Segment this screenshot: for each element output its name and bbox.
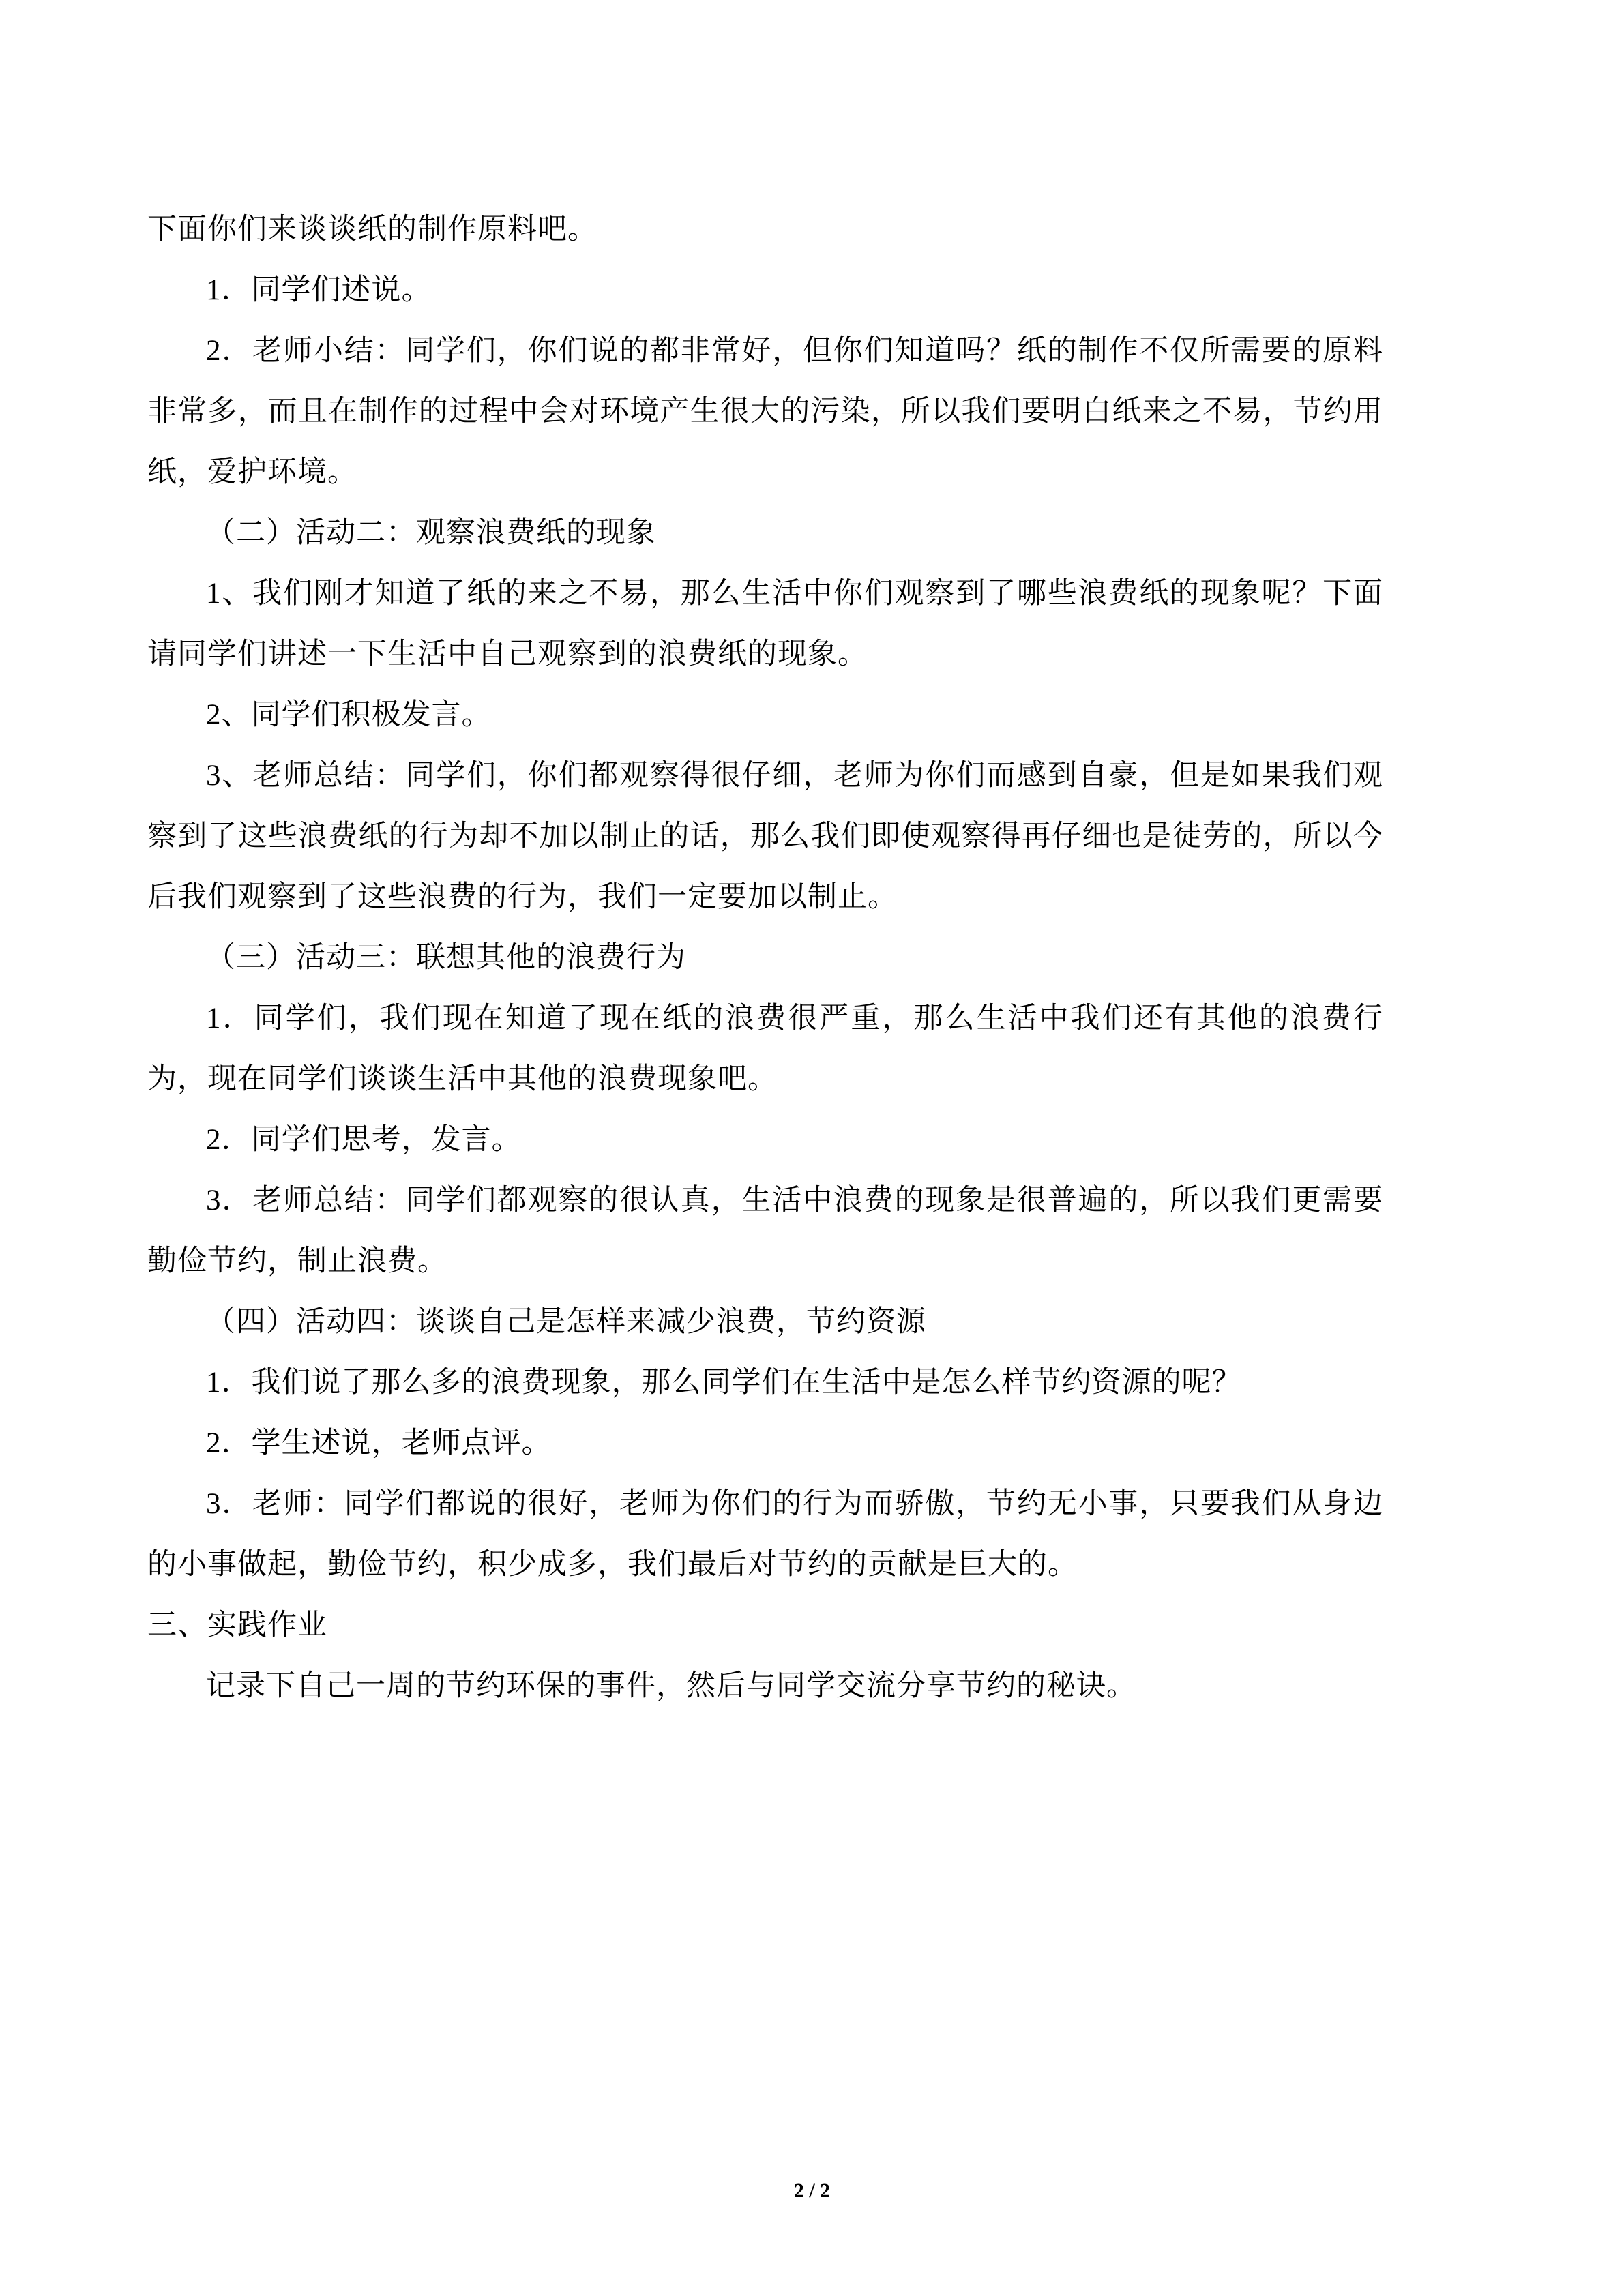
paragraph: 1．我们说了那么多的浪费现象，那么同学们在生活中是怎么样节约资源的呢？ [206, 1367, 1242, 1399]
paragraph: 三、实践作业 [147, 1609, 327, 1641]
page-number: 2 / 2 [793, 2179, 831, 2202]
paragraph: 下面你们来谈谈纸的制作原料吧。 [147, 213, 597, 245]
paragraph: 3．老师：同学们都说的很好，老师为你们的行为而骄傲，节约无小事，只要我们从身边的小事做起，勤俭节约，积少成多，我们最后对节约的贡献是巨大的。 [147, 1488, 1383, 1581]
document-body [147, 199, 1383, 1716]
paragraph: 2．老师小结：同学们，你们说的都非常好，但你们知道吗？纸的制作不仅所需要的原料非常多，而且在制作的过程中会对环境产生很大的污染，所以我们要明白纸来之不易，节约用纸，爱护环境。 [147, 335, 1383, 488]
paragraph: 1．同学们述说。 [206, 274, 432, 306]
paragraph: 2．同学们思考，发言。 [206, 1124, 522, 1156]
paragraph: 记录下自己一周的节约环保的事件，然后与同学交流分享节约的秘诀。 [206, 1670, 1136, 1702]
paragraph: （三）活动三：联想其他的浪费行为 [206, 942, 686, 974]
paragraph: （四）活动四：谈谈自己是怎样来减少浪费，节约资源 [206, 1306, 926, 1338]
paragraph: （二）活动二：观察浪费纸的现象 [206, 517, 656, 549]
paragraph: 2、同学们积极发言。 [206, 699, 492, 731]
paragraph: 3．老师总结：同学们都观察的很认真，生活中浪费的现象是很普遍的，所以我们更需要勤俭节约，制止浪费。 [147, 1184, 1383, 1277]
paragraph: 3、老师总结：同学们，你们都观察得很仔细，老师为你们而感到自豪，但是如果我们观察到了这些浪费纸的行为却不加以制止的话，那么我们即使观察得再仔细也是徒劳的，所以今后我们观察到了这些浪费的行为，我们一定要加以制止。 [147, 760, 1383, 913]
paragraph: 1．同学们，我们现在知道了现在纸的浪费很严重，那么生活中我们还有其他的浪费行为，现在同学们谈谈生活中其他的浪费现象吧。 [147, 1002, 1383, 1095]
paragraph: 2．学生述说，老师点评。 [206, 1427, 552, 1459]
paragraph: 1、我们刚才知道了纸的来之不易，那么生活中你们观察到了哪些浪费纸的现象呢？下面请同学们讲述一下生活中自己观察到的浪费纸的现象。 [147, 578, 1383, 670]
